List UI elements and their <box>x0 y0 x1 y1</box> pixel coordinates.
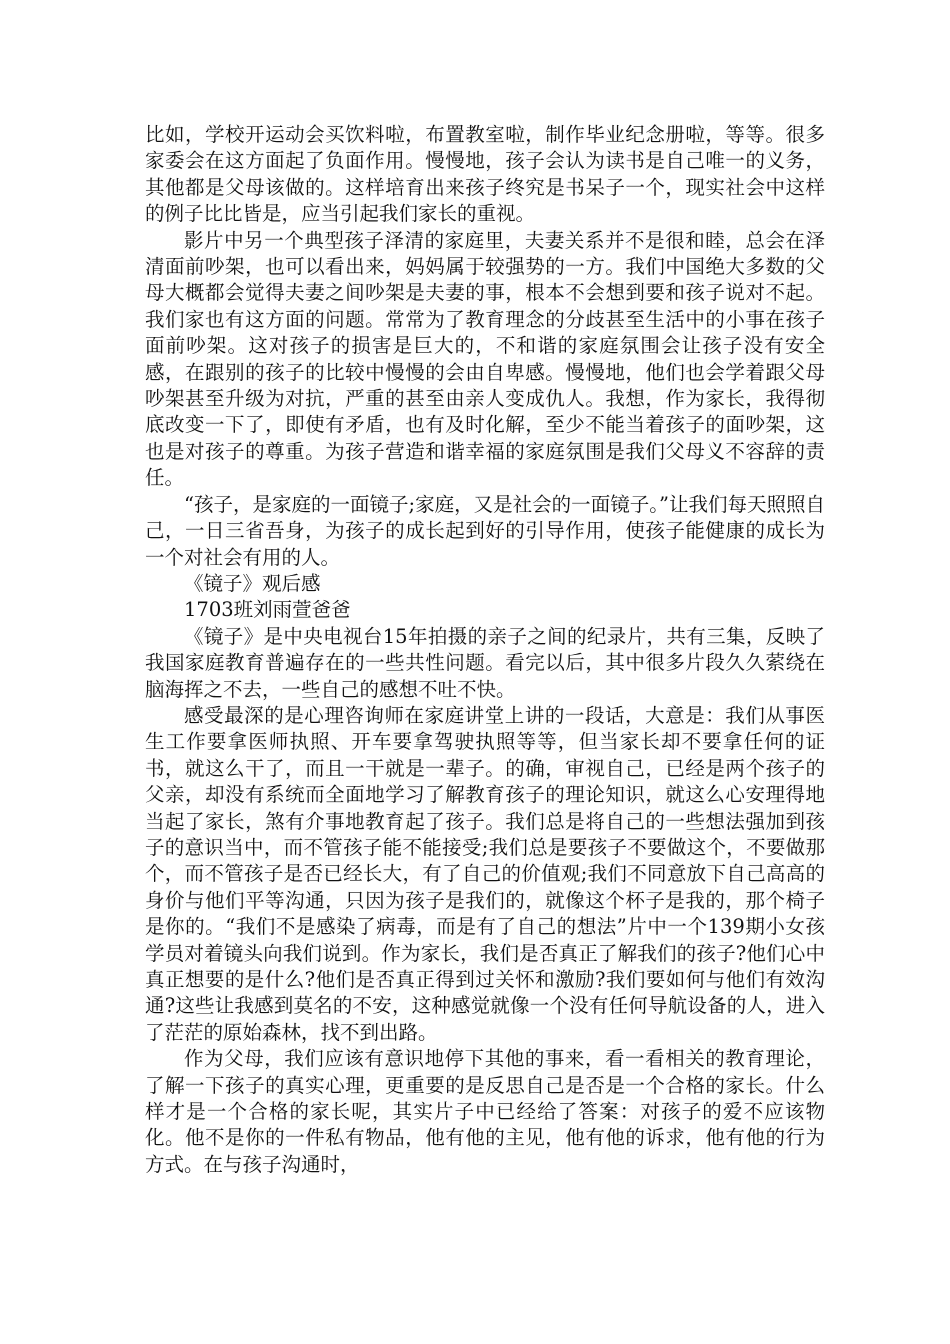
essay-author: 1703班刘雨萱爸爸 <box>184 598 351 622</box>
paragraph-zeqing-family: 影片中另一个典型孩子泽清的家庭里，夫妻关系并不是很和睦，总会在泽清面前吵架，也可以看出来，妈妈属于较强势的一方。我们中国绝大多数的父母大概都会觉得夫妻之间吵架是夫妻的事，根本不会想到要和孩子说对不起。我们家也有这方面的问题。常常为了教育理念的分歧甚至生活中的小事在孩子面前吵架。这对孩子的损害是巨大的，不和谐的家庭氛围会让孩子没有安全感，在跟别的孩子的比较中慢慢的会由自卑感。慢慢地，他们也会学着跟父母吵架甚至升级为对抗，严重的甚至由亲人变成仇人。我想，作为家长，我得彻底改变一下了，即使有矛盾，也有及时化解，至少不能当着孩子的面吵架，这也是对孩子的尊重。为孩子营造和谐幸福的家庭氛围是我们父母义不容辞的责任。 <box>145 228 825 490</box>
essay-title: 《镜子》观后感 <box>184 571 321 595</box>
paragraph-counselor: 感受最深的是心理咨询师在家庭讲堂上讲的一段话，大意是：我们从事医生工作要拿医师执照、开车要拿驾驶执照等等，但当家长却不要拿任何的证书，就这么干了，而且一干就是一辈子。的确，审视自己，已经是两个孩子的父亲，却没有系统而全面地学习了解教育孩子的理论知识，就这么心安理得地当起了家长，煞有介事地教育起了孩子。我们总是将自己的一些想法强加到孩子的意识当中，而不管孩子能不能接受;我们总是要孩子不要做这个，不要做那个，而不管孩子是否已经长大，有了自己的价值观;我们不同意放下自己高高的身价与他们平等沟通，只因为孩子是我们的，就像这个杯子是我的，那个椅子是你的。“我们不是感染了病毒，而是有了自己的想法”片中一个139期小女孩学员对着镜头向我们说到。作为家长，我们是否真正了解我们的孩子?他们心中真正想要的是什么?他们是否真正得到过关怀和激励?我们要如何与他们有效沟通?这些让我感到莫名的不安，这种感觉就像一个没有任何导航设备的人，进入了茫茫的原始森林，找不到出路。 <box>145 703 825 1044</box>
document-page <box>145 122 825 1178</box>
paragraph-continued: 比如，学校开运动会买饮料啦，布置教室啦，制作毕业纪念册啦，等等。很多家委会在这方面起了负面作用。慢慢地，孩子会认为读书是自己唯一的义务，其他都是父母该做的。这样培育出来孩子终究是书呆子一个，现实社会中这样的例子比比皆是，应当引起我们家长的重视。 <box>145 123 825 226</box>
paragraph-mirror-quote: “孩子，是家庭的一面镜子;家庭，又是社会的一面镜子。”让我们每天照照自己，一日三省吾身，为孩子的成长起到好的引导作用，使孩子能健康的成长为一个对社会有用的人。 <box>145 492 825 569</box>
paragraph-intro: 《镜子》是中央电视台15年拍摄的亲子之间的纪录片，共有三集，反映了我国家庭教育普遍存在的一些共性问题。看完以后，其中很多片段久久萦绕在脑海挥之不去，一些自己的感想不吐不快。 <box>145 624 825 701</box>
paragraph-parents: 作为父母，我们应该有意识地停下其他的事来，看一看相关的教育理论，了解一下孩子的真实心理，更重要的是反思自己是否是一个合格的家长。什么样才是一个合格的家长呢，其实片子中已经给了答案：对孩子的爱不应该物化。他不是你的一件私有物品，他有他的主见，他有他的诉求，他有他的行为方式。在与孩子沟通时， <box>145 1047 825 1176</box>
